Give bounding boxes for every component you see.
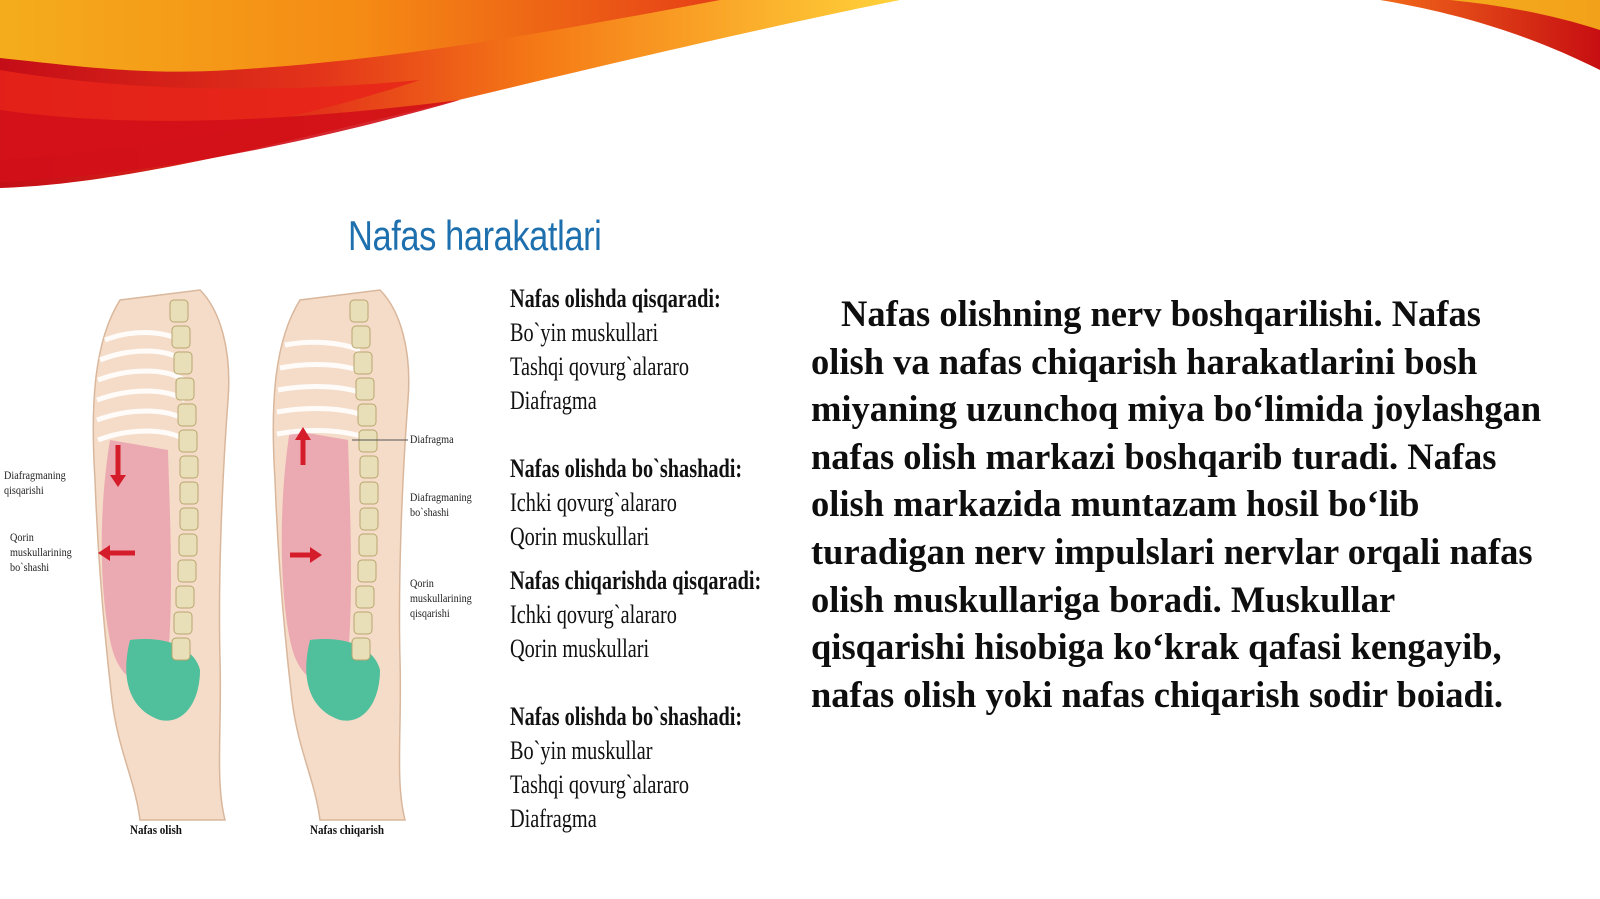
list-item: Qorin muskullari <box>510 522 650 551</box>
list-item: Bo`yin muskullari <box>510 318 659 347</box>
list-heading: Nafas olishda bo`shashadi: <box>510 702 743 731</box>
list-item: Bo`yin muskullar <box>510 736 653 765</box>
label-abdominal-relax: Qorin muskullarining bo`shashi <box>10 530 72 574</box>
list-heading: Nafas chiqarishda qisqaradi: <box>510 566 762 595</box>
list-heading: Nafas olishda qisqaradi: <box>510 284 721 313</box>
list-item: Tashqi qovurg`alararo <box>510 352 689 381</box>
list-heading: Nafas olishda bo`shashadi: <box>510 454 743 483</box>
list-item: Diafragma <box>510 386 597 415</box>
figure-title: Nafas harakatlari <box>348 212 602 259</box>
list-item: Ichki qovurg`alararo <box>510 488 677 517</box>
label-diaphragm-contraction: Diafragmaning qisqarishi <box>4 468 66 497</box>
caption-exhalation: Nafas chiqarish <box>310 822 384 837</box>
body-paragraph: Nafas olishning nerv boshqarilishi. Nafas olish va nafas chiqarish harakatlarini bosh miyaning uzunchoq miya bo‘limida joylashgan nafas olish markazi boshqarib turadi. Nafas olish markazida muntazam hosil bo‘lib turadigan nerv impulslari nervlar orqali nafas olish muskullariga boradi. Muskullar qisqarishi hisobiga ko‘krak qafasi kengayib, nafas olish yoki nafas chiqarish sodir boiadi. <box>811 293 1542 715</box>
list-item: Qorin muskullari <box>510 634 650 663</box>
label-abdominal-contraction: Qorin muskullarining qisqarishi <box>410 576 472 620</box>
list-item: Ichki qovurg`alararo <box>510 600 677 629</box>
banner-decoration <box>0 0 1600 200</box>
caption-inhalation: Nafas olish <box>130 822 182 837</box>
label-diaphragm-relax: Diafragmaning bo`shashi <box>410 490 472 519</box>
list-item: Tashqi qovurg`alararo <box>510 770 689 799</box>
torso-exhalation <box>273 290 409 820</box>
breathing-figure <box>0 280 480 860</box>
list-item: Diafragma <box>510 804 597 833</box>
torso-inhalation <box>93 290 229 820</box>
label-diaphragm: Diafragma <box>410 432 454 446</box>
